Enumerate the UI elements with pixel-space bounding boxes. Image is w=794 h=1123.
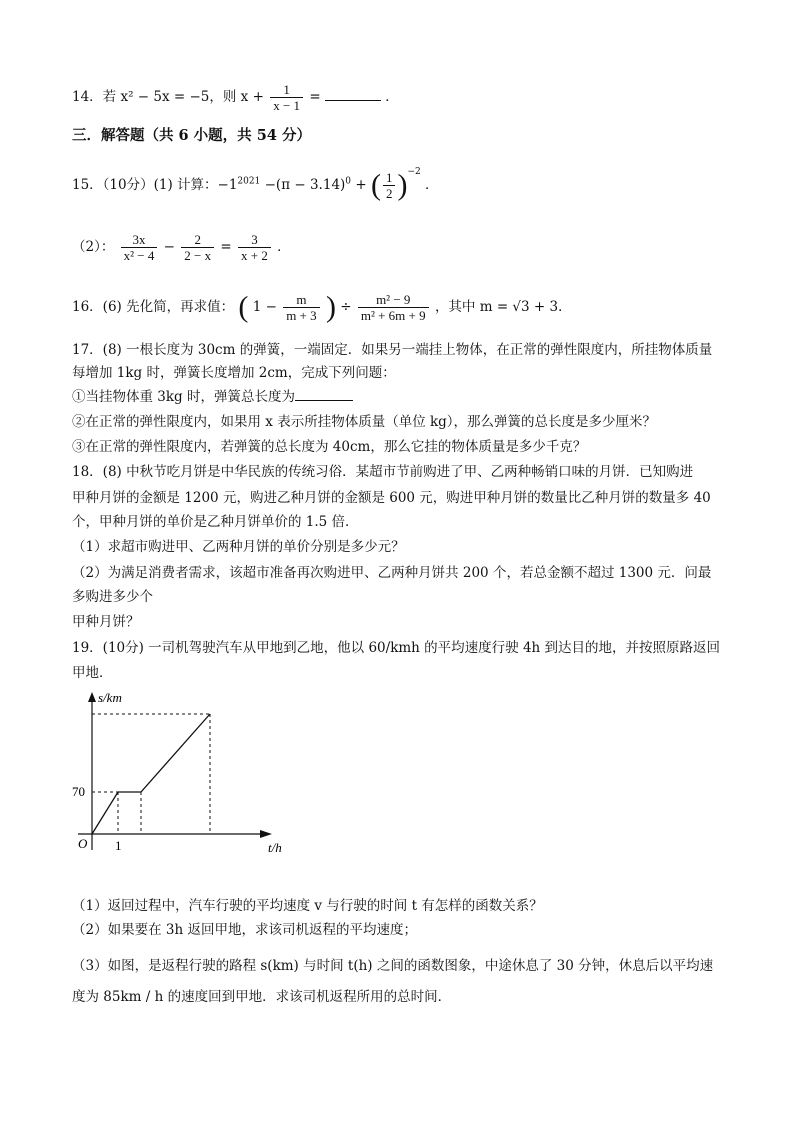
x-axis-arrow bbox=[260, 830, 272, 838]
q19-sub2: （2）如果要在 3h 返回甲地，求该司机返程的平均速度； bbox=[72, 922, 417, 938]
q14-fraction bbox=[270, 82, 303, 113]
q17-answer-blank bbox=[295, 388, 353, 401]
q15-plus: + bbox=[355, 177, 367, 193]
q15-f1 bbox=[121, 232, 158, 263]
q18-line4: （1）求超市购进甲、乙两种月饼的单价分别是多少元？ bbox=[72, 539, 405, 555]
q15-f3-den: x + 2 bbox=[241, 248, 268, 263]
q15-f2 bbox=[181, 232, 214, 263]
q15-zero: 0 bbox=[345, 176, 352, 187]
q15-p2-end: ． bbox=[277, 239, 291, 255]
q15-half-num: 1 bbox=[383, 170, 396, 186]
q19-sub3b: 度为 85km / h 的速度回到甲地．求该司机返程所用的总时间． bbox=[72, 989, 452, 1005]
question-16: 16．(6) 先化简，再求值： ( 1 − $\frac{m}{m + 3}$ ) ÷ $\frac{\text{m² − 9}}{\text{m² + 6m + 9}}$ ，其中 m = √3 + 3． bbox=[72, 290, 572, 324]
q15-eq: = bbox=[220, 239, 232, 255]
question-14 bbox=[72, 82, 399, 113]
origin-label: O bbox=[78, 836, 88, 851]
y-axis-arrow bbox=[88, 692, 96, 702]
function-line bbox=[92, 714, 210, 834]
y-axis-label: s/km bbox=[98, 690, 122, 705]
q15-f1-den: x² − 4 bbox=[123, 248, 155, 263]
q16-bigfrac bbox=[358, 292, 429, 323]
distance-time-graph bbox=[68, 690, 298, 866]
q17-line5: ③在正常的弹性限度内，若弹簧的总长度为 40cm，那么它挂的物体质量是多少千克？ bbox=[72, 439, 587, 455]
q16-big-den: m² + 6m + 9 bbox=[360, 308, 426, 323]
q17-line2: 每增加 1kg 时，弹簧长度增加 2cm，完成下列问题： bbox=[72, 365, 396, 381]
q19-sub1: （1）返回过程中，汽车行驶的平均速度 v 与行驶的时间 t 有怎样的函数关系？ bbox=[72, 898, 543, 914]
q15-exp2: −2 bbox=[407, 166, 421, 177]
q16-m-den: m + 3 bbox=[286, 308, 317, 323]
q15-f3-num: 3 bbox=[238, 232, 271, 248]
q18-line7: 甲种月饼？ bbox=[72, 614, 140, 630]
q17-line4: ②在正常的弹性限度内，如果用 x 表示所挂物体质量（单位 kg），那么弹簧的总长度是多少厘米？ bbox=[72, 414, 657, 430]
q15-f2-num: 2 bbox=[181, 232, 214, 248]
x-axis-label: t/h bbox=[268, 840, 282, 855]
section-heading: 三．解答题（共 6 小题，共 54 分） bbox=[72, 127, 311, 144]
q16-div: ÷ bbox=[340, 299, 352, 315]
q15-half-den: 2 bbox=[385, 186, 393, 201]
q18-line3: 个，甲种月饼的单价是乙种月饼单价的 1.5 倍． bbox=[72, 514, 359, 530]
q14-answer-blank bbox=[325, 88, 381, 101]
q14-frac-num: 1 bbox=[270, 82, 303, 98]
q18-line5: （2）为满足消费者需求，该超市准备再次购进甲、乙两种月饼共 200 个，若总金额不超过 1300 元．问最 bbox=[72, 565, 712, 581]
q15-f1-num: 3x bbox=[121, 232, 158, 248]
q14-frac-den: x − 1 bbox=[273, 98, 301, 113]
q18-line2: 甲种月饼的金额是 1200 元，购进乙种月饼的金额是 600 元，购进甲种月饼的数量比乙种月饼的数量多 40 bbox=[72, 490, 711, 506]
q14-prefix: 14．若 x² − 5x = −5，则 x + bbox=[72, 89, 264, 105]
q15-p1-mid: −(π − 3.14) bbox=[264, 177, 346, 193]
q19-sub3: （3）如图，是返程行驶的路程 s(km) 与时间 t(h) 之间的函数图象，中途休息了 30 分钟，休息后以平均速 bbox=[72, 958, 714, 974]
question-15-part2 bbox=[72, 232, 291, 263]
q18-line1: 18．(8) 中秋节吃月饼是中华民族的传统习俗．某超市节前购进了甲、乙两种畅销口味的月饼．已知购进 bbox=[72, 464, 694, 480]
q15-exp: 2021 bbox=[237, 176, 261, 187]
q16-suffix: ，其中 m = √3 + 3． bbox=[434, 299, 572, 315]
q15-p1-end: ． bbox=[425, 177, 439, 193]
q16-prefix: 16．(6) 先化简，再求值： bbox=[72, 299, 235, 315]
q14-end: ． bbox=[385, 89, 399, 105]
question-15-part1: 15．（10分）(1) 计算：$-1^{2021} -(\pi - 3.14)^0$ + ( $\frac{1}{2}$ )$^{-2}$ ． bbox=[72, 166, 439, 202]
y-tick-70: 70 bbox=[72, 784, 85, 799]
q14-suffix: = bbox=[309, 89, 321, 105]
q15-f3 bbox=[238, 232, 271, 263]
q19-line1: 19．(10分) 一司机驾驶汽车从甲地到乙地，他以 60/kmh 的平均速度行驶 4h 到达目的地，并按照原路返回 bbox=[72, 640, 721, 656]
q15-p1-prefix: 15．（10分）(1) 计算：−1 bbox=[72, 177, 238, 193]
q15-minus: − bbox=[163, 239, 175, 255]
q16-m-num: m bbox=[283, 292, 319, 308]
q15-f2-den: 2 − x bbox=[184, 248, 212, 263]
q17-line3-text: ①当挂物体重 3kg 时，弹簧总长度为 bbox=[72, 389, 295, 405]
q16-big-num: m² − 9 bbox=[358, 292, 429, 308]
q17-line1: 17．(8) 一根长度为 30cm 的弹簧，一端固定．如果另一端挂上物体，在正常的弹性限度内，所挂物体质量 bbox=[72, 342, 713, 358]
q18-line6: 多购进多少个 bbox=[72, 589, 153, 605]
q16-mfrac bbox=[283, 292, 319, 323]
x-tick-1: 1 bbox=[115, 838, 122, 853]
q16-one-minus: 1 − bbox=[252, 299, 277, 315]
q19-line2: 甲地． bbox=[72, 665, 113, 681]
q15-p2-label: （2）： bbox=[72, 239, 115, 255]
q17-line3 bbox=[72, 387, 353, 407]
q15-half bbox=[383, 170, 396, 201]
